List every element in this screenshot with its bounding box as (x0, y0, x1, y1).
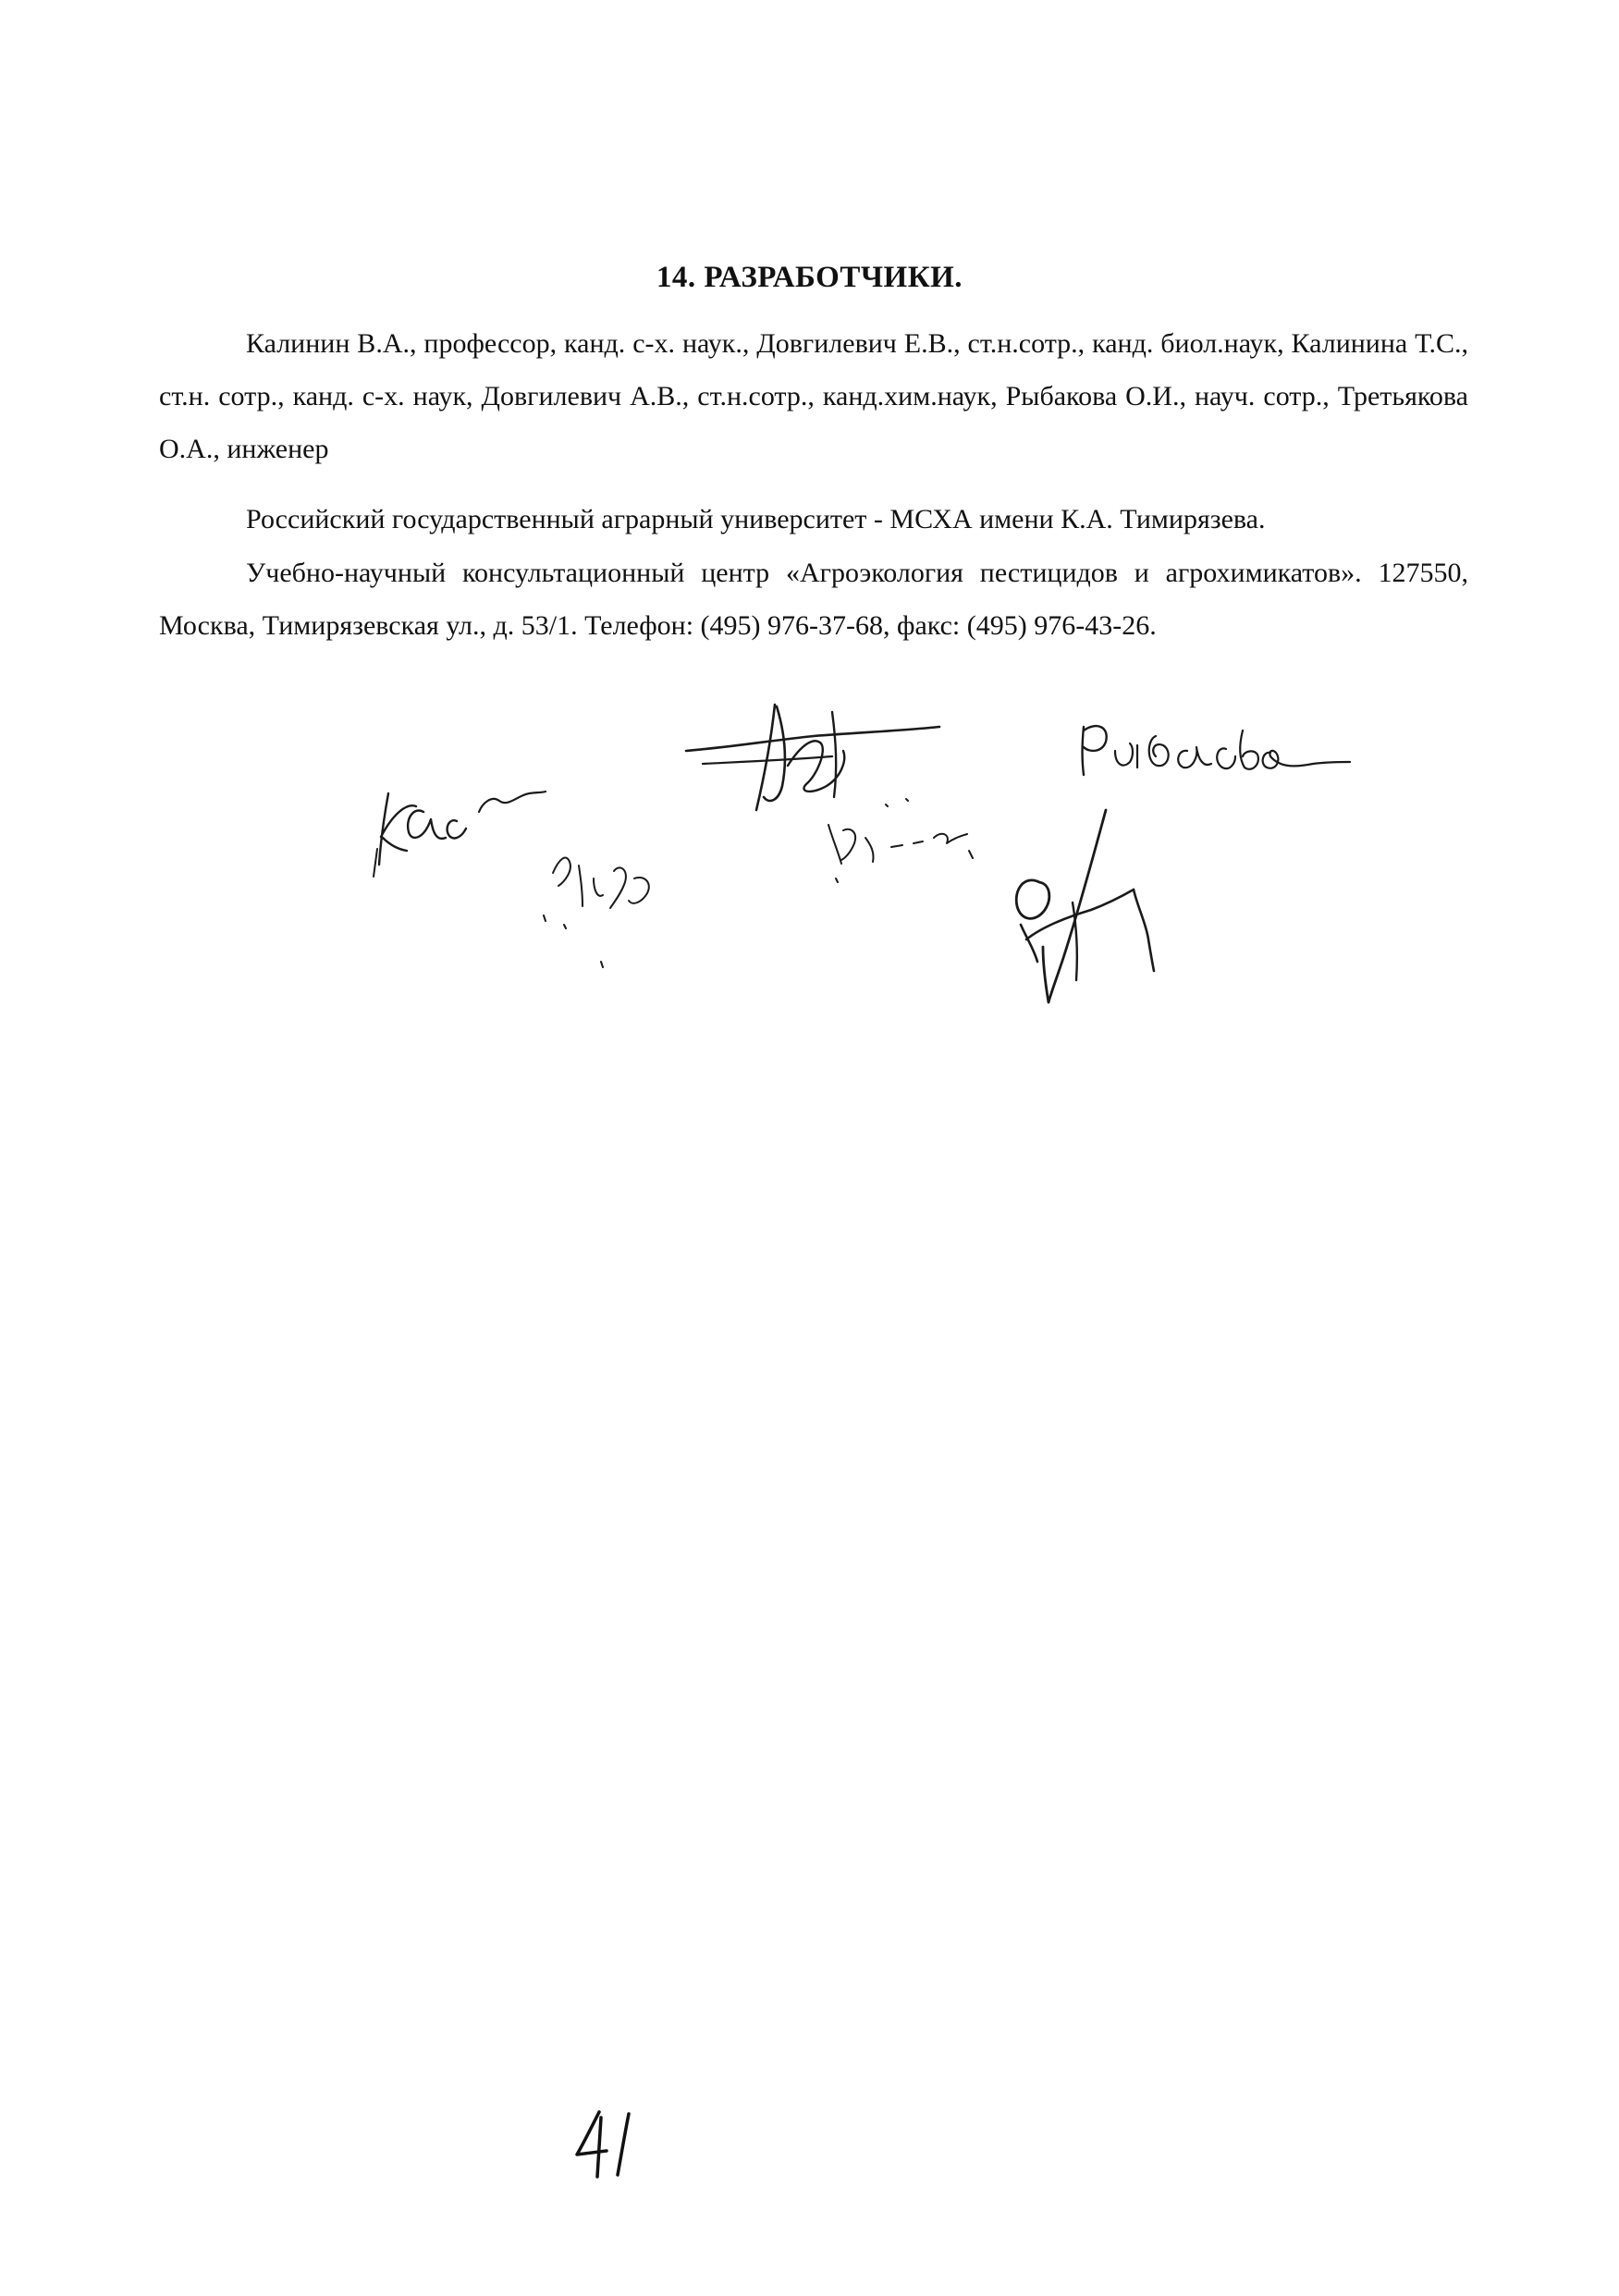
center-contacts-paragraph: Учебно-научный консультационный центр «Агроэкология пестицидов и агрохимикатов». 127550, Москва, Тимирязевская ул., д. 53/1. Телефон: (495) 976-37-68, факс: (495) 976-43-26. (159, 558, 1468, 641)
developers-paragraph: Калинин В.А., профессор, канд. с-х. наук., Довгилевич Е.В., ст.н.сотр., канд. биол.наук, Калинина Т.С., ст.н. сотр., канд. с-х. наук, Довгилевич А.В., ст.н.сотр., канд.хим.наук, Рыбакова О.И., науч. сотр., Третьякова О.А., инженер (159, 328, 1468, 464)
university-paragraph: Российский государственный аграрный университет - МСХА имени К.А. Тимирязева. (246, 504, 1266, 534)
section-heading: 14. РАЗРАБОТЧИКИ. (656, 261, 963, 294)
